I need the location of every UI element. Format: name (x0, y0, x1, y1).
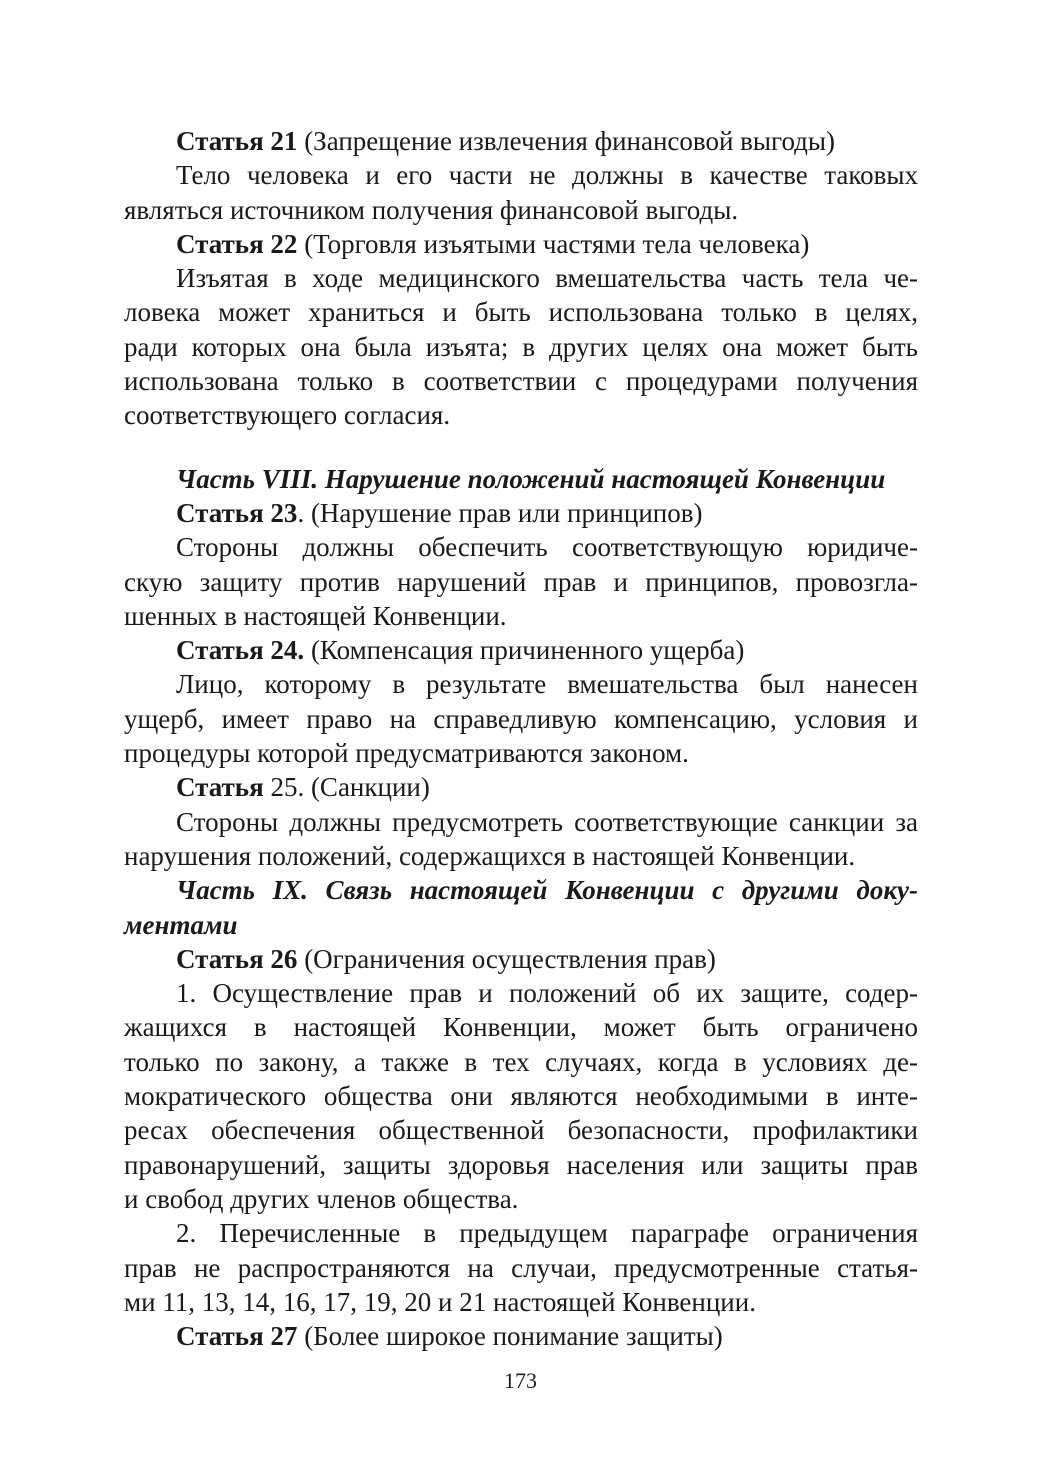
paragraph-line: ловека может храниться и быть использована только в целях, (124, 297, 918, 328)
article-number: Статья 23 (176, 497, 298, 528)
paragraph-line: Тело человека и его части не должны в качестве таковых (176, 160, 918, 191)
article-title: (Более широкое понимание защиты) (297, 1321, 723, 1352)
paragraph-line: только по закону, а также в тех случаях, когда в условиях де- (124, 1046, 918, 1077)
paragraph-line: Стороны должны предусмотреть соответствующие санкции за (176, 806, 918, 837)
paragraph-line: правонарушений, защиты здоровья населения или защиты прав (124, 1149, 918, 1180)
paragraph (124, 530, 918, 633)
article-title: (Запрещение извлечения финансовой выгоды) (297, 126, 836, 156)
part-heading (124, 873, 918, 942)
article-number: Статья 27 (176, 1321, 298, 1352)
paragraph-line: ради которых она была изъята; в других целях она может быть (124, 331, 918, 362)
paragraph-line: использована только в соответствии с процедурами получения (124, 366, 918, 397)
article-title: (Торговля изъятыми частями тела человека) (297, 228, 810, 259)
article-title: . (Нарушение прав или принципов) (297, 497, 703, 528)
paragraph-line: соответствующего согласия. (124, 400, 451, 431)
article-number: Статья 21 (176, 126, 298, 156)
article-number: Статья 22 (176, 228, 298, 259)
paragraph (124, 261, 918, 432)
part-heading-line: Часть VIII. Нарушение положений настоящей Конвенции (176, 463, 886, 494)
article-title: (Ограничения осуществления прав) (297, 943, 716, 974)
paragraph-line: нарушения положений, содержащихся в настоящей Конвенции. (124, 840, 856, 871)
article-number: Статья 24. (176, 635, 305, 666)
paragraph (124, 667, 918, 770)
article-number: Статья (176, 772, 264, 803)
paragraph-line: Стороны должны обеспечить соответствующую юридиче- (176, 532, 918, 563)
paragraph (124, 1216, 918, 1319)
part-heading-line: ментами (124, 909, 238, 940)
article-heading (124, 1319, 918, 1353)
paragraph-line: прав не распространяются на случаи, предусмотренные статья- (124, 1252, 918, 1283)
section-spacer (124, 433, 918, 462)
article-heading (124, 496, 918, 530)
paragraph-line: ущерб, имеет право на справедливую компенсацию, условия и (124, 703, 918, 734)
article-heading (124, 633, 918, 667)
article-title: (Компенсация причиненного ущерба) (304, 635, 745, 666)
paragraph (124, 158, 918, 227)
paragraph-line: ми 11, 13, 14, 16, 17, 19, 20 и 21 настоящей Конвенции. (124, 1286, 756, 1317)
paragraph (124, 805, 918, 874)
part-heading (124, 462, 918, 496)
article-number: Статья 26 (176, 943, 298, 974)
paragraph-line: жащихся в настоящей Конвенции, может быть ограничено (124, 1012, 918, 1043)
paragraph-line: шенных в настоящей Конвенции. (124, 600, 507, 631)
paragraph-line: скую защиту против нарушений прав и принципов, провозгла- (124, 566, 918, 597)
paragraph-line: мократического общества они являются необходимыми в инте- (124, 1081, 918, 1112)
article-heading (124, 942, 918, 976)
paragraph-line: процедуры которой предусматриваются законом. (124, 738, 689, 769)
part-heading-line: Часть IX. Связь настоящей Конвенции с другими доку- (176, 875, 918, 906)
paragraph-line: 1. Осуществление прав и положений об их защите, содер- (176, 978, 918, 1009)
paragraph-line: Изъятая в ходе медицинского вмешательства часть тела че- (176, 263, 918, 294)
paragraph-line: являться источником получения финансовой выгоды. (124, 194, 739, 225)
article-title: 25. (Санкции) (263, 772, 430, 803)
paragraph (124, 976, 918, 1216)
paragraph-line: Лицо, которому в результате вмешательства был нанесен (176, 669, 918, 700)
article-heading (124, 770, 918, 804)
paragraph-line: и свобод других членов общества. (124, 1183, 519, 1214)
paragraph-line: 2. Перечисленные в предыдущем параграфе ограничения (176, 1218, 918, 1249)
page-number: 173 (504, 1368, 537, 1393)
paragraph-line: ресах обеспечения общественной безопасности, профилактики (124, 1115, 918, 1146)
article-heading (124, 124, 918, 158)
article-heading (124, 227, 918, 261)
page-content (124, 124, 918, 1353)
